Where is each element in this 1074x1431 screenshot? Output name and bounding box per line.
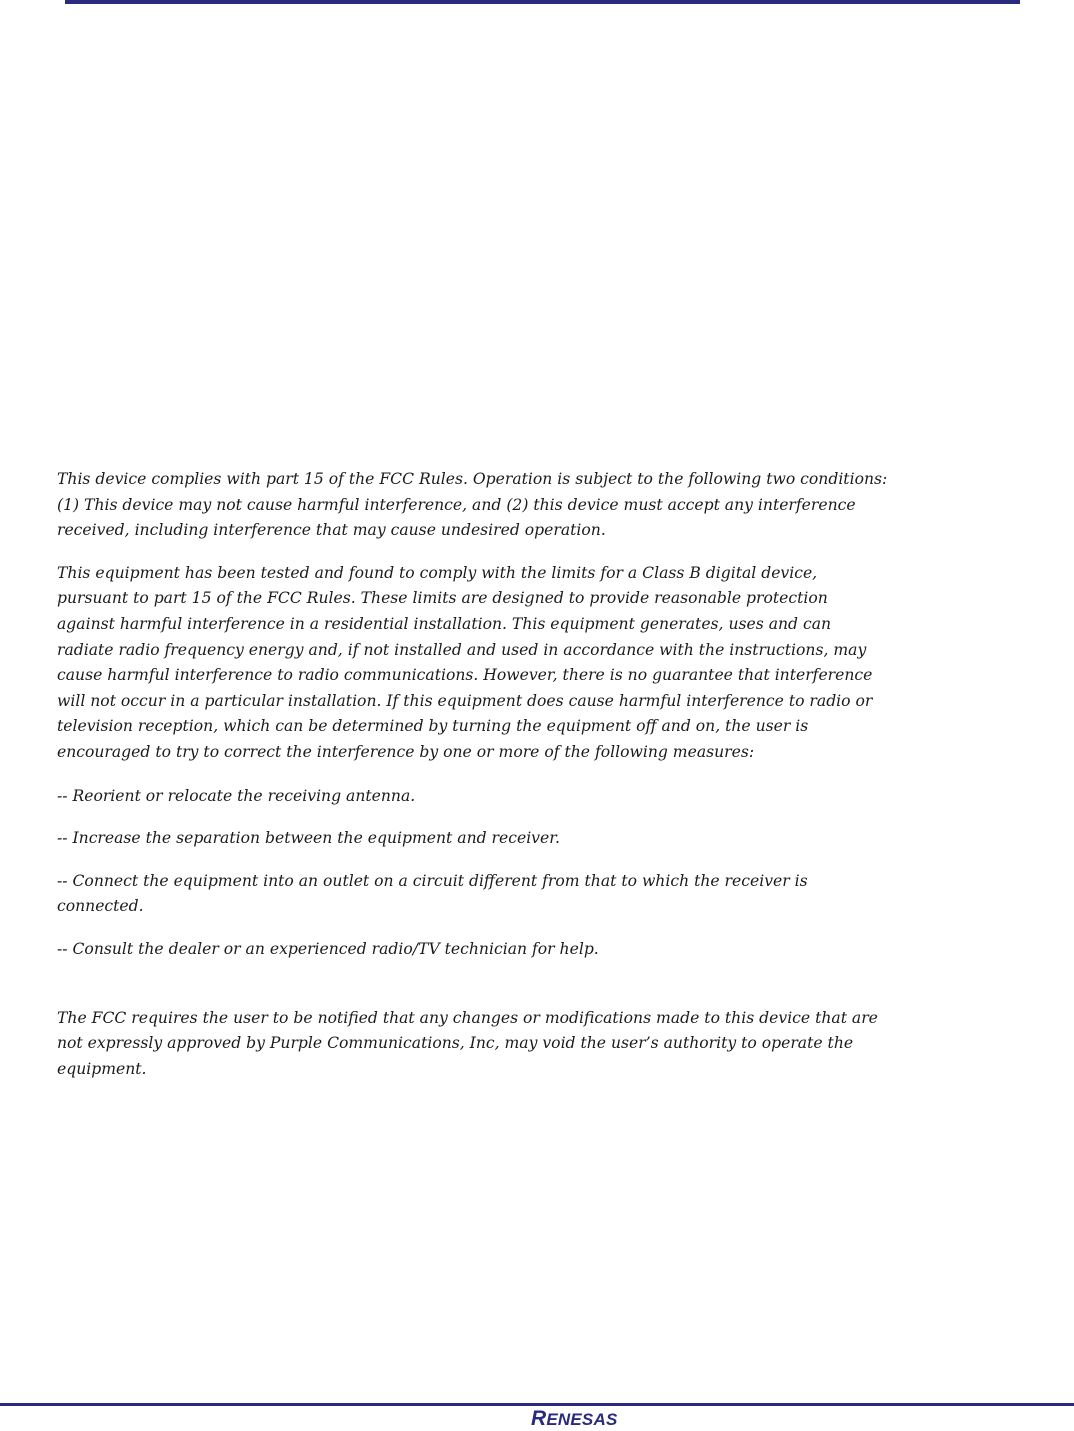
logo-rest: ENESAS — [546, 1410, 618, 1429]
measure-item: -- Consult the dealer or an experienced radio/TV technician for help. — [57, 939, 599, 958]
measure-item: -- Connect the equipment into an outlet on a circuit different from that to which the receiver is connected. — [57, 871, 808, 916]
class-b-paragraph: This equipment has been tested and found to comply with the limits for a Class B digital device, pursuant to part 15 of the FCC Rules. These limits are designed to provide reasonable protection against harmful interference in a residential installation. This equipment generates, uses and can radiate radio frequency energy and, if not installed and used in accordance with the instructions, may cause harmful interference to radio communications. However, there is no guarantee that interference will not occur in a particular installation. If this equipment does cause harmful interference to radio or television reception, which can be determined by turning the equipment off and on, the user is encouraged to try to correct the interference by one or more of the following measures: — [57, 563, 873, 761]
renesas-logo — [531, 1409, 617, 1430]
header-rule — [65, 0, 1020, 4]
logo-initial: R — [531, 1407, 547, 1430]
footer-rule — [0, 1403, 1074, 1406]
measure-item: -- Reorient or relocate the receiving antenna. — [57, 786, 416, 805]
fcc-statement — [57, 467, 897, 1099]
measure-item: -- Increase the separation between the equipment and receiver. — [57, 829, 560, 848]
compliance-paragraph: This device complies with part 15 of the FCC Rules. Operation is subject to the following two conditions: (1) This device may not cause harmful interference, and (2) this device must accept any interference received, including interference that may cause undesired operation. — [57, 470, 888, 540]
modifications-paragraph: The FCC requires the user to be notified that any changes or modifications made to this device that are not expressly approved by Purple Communications, Inc, may void the user’s authority to operate the equipment. — [57, 1008, 878, 1078]
